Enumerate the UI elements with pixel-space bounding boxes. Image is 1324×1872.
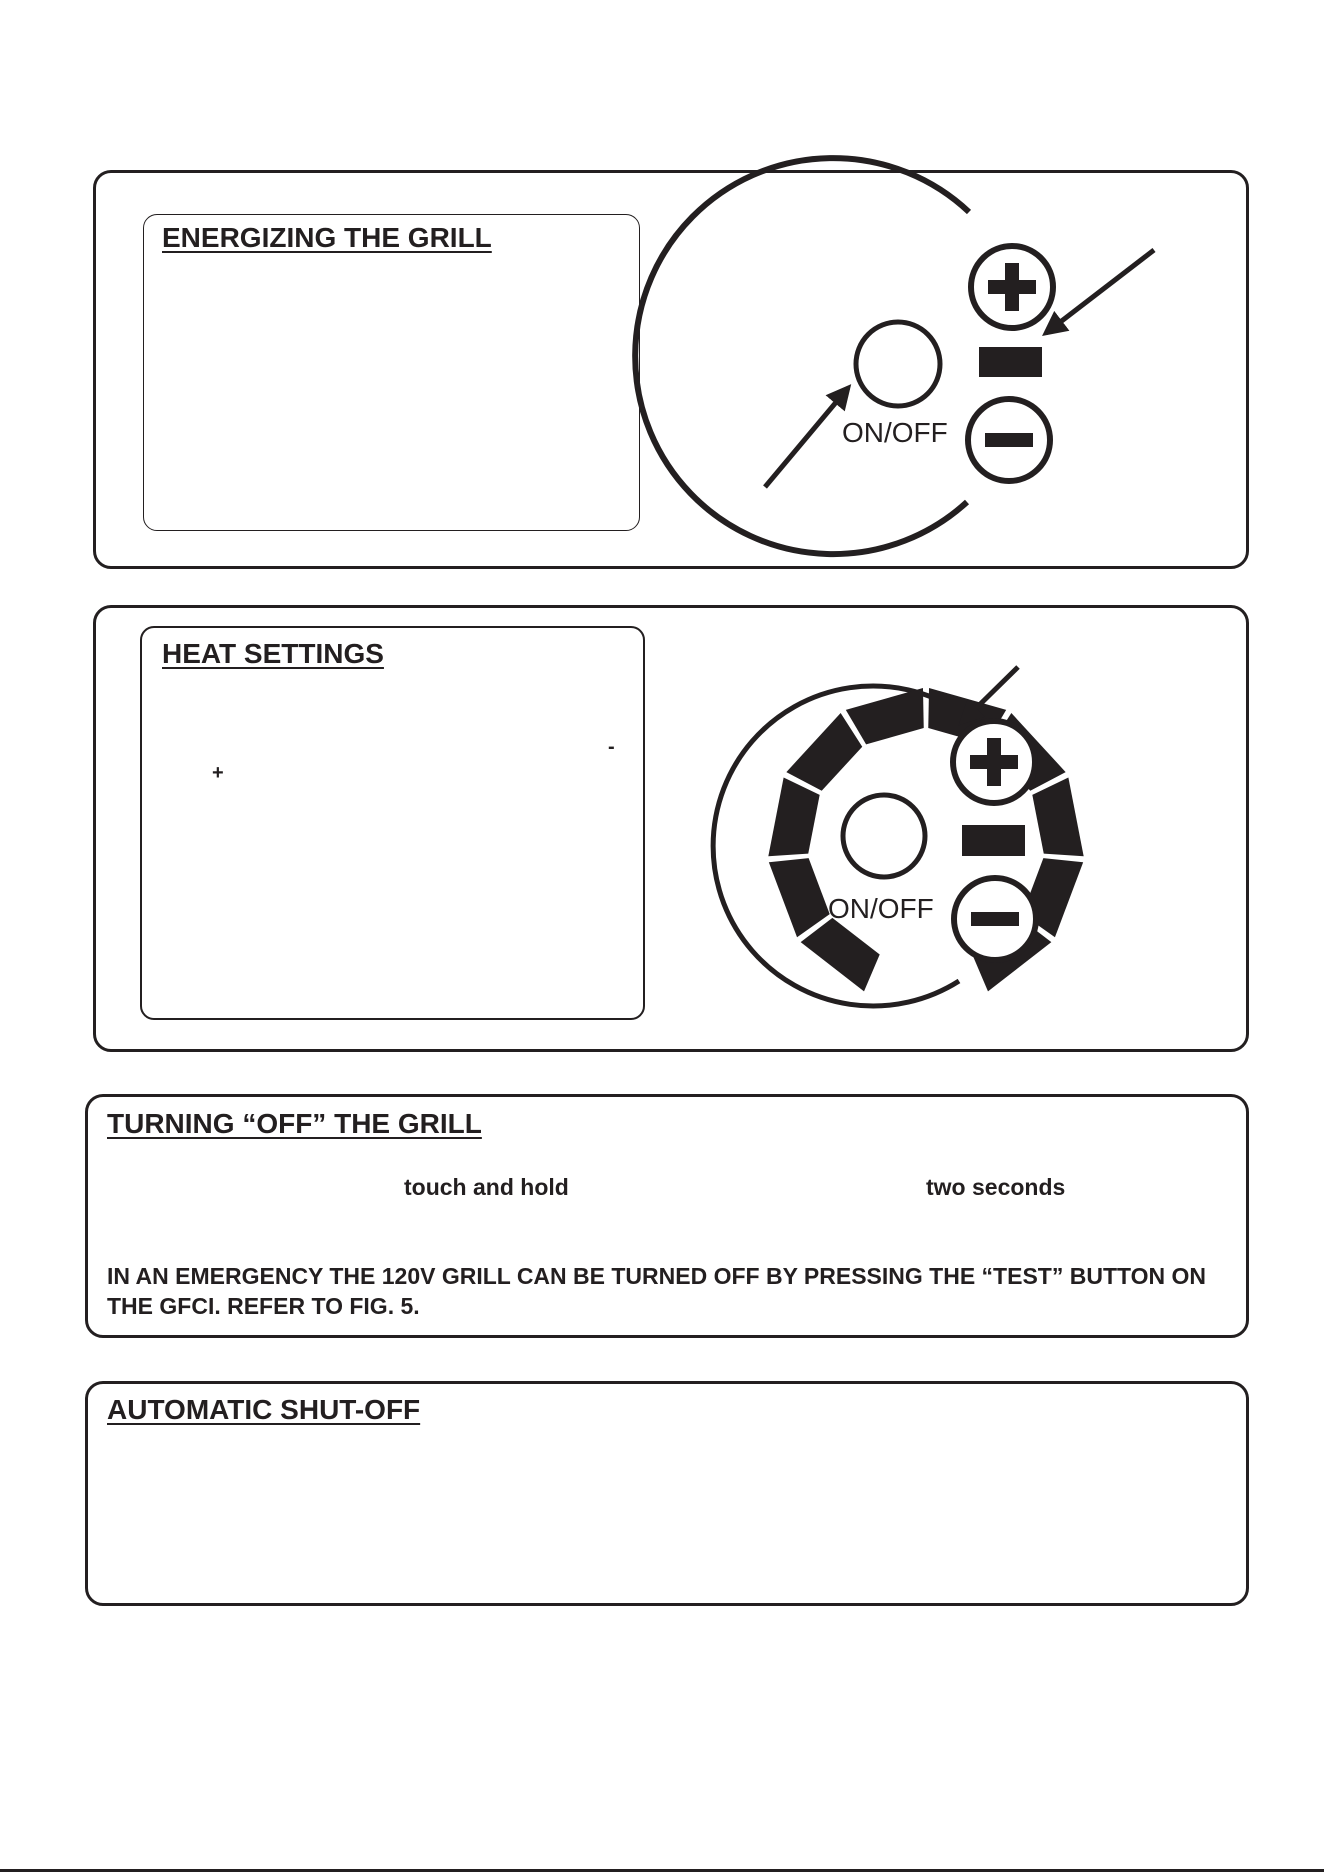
control-panel-diagram-off (720, 190, 1140, 530)
heat-level-segment (846, 688, 924, 744)
minus-circle-icon[interactable] (968, 399, 1050, 481)
power-button[interactable] (843, 795, 925, 877)
automatic-shutoff-heading: AUTOMATIC SHUT-OFF (107, 1394, 421, 1425)
plus-circle-icon[interactable] (953, 721, 1035, 803)
heat-level-segment (1032, 777, 1083, 856)
power-label: ON/OFF (842, 417, 948, 448)
heat-level-segment (769, 858, 830, 937)
display-indicator (979, 347, 1042, 377)
arrow-to-display-icon (1046, 250, 1154, 333)
touch-and-hold-phrase: touch and hold (404, 1174, 569, 1200)
arrow-to-power-icon (765, 388, 848, 487)
plus-sign-glyph: + (212, 762, 224, 784)
heat-level-segment (786, 713, 862, 791)
minus-circle-icon[interactable] (954, 878, 1036, 960)
heat-level-segment (801, 918, 880, 991)
heat-settings-heading: HEAT SETTINGS (162, 638, 384, 669)
turning-off-heading: TURNING “OFF” THE GRILL (107, 1108, 482, 1139)
power-button[interactable] (856, 322, 940, 406)
heat-settings-text-box (140, 626, 645, 1020)
plus-circle-icon[interactable] (971, 246, 1053, 328)
power-label: ON/OFF (828, 893, 934, 924)
control-panel-diagram-heat (720, 655, 1140, 1025)
minus-sign-glyph: - (608, 736, 615, 758)
heat-level-segment (768, 777, 819, 856)
display-indicator (962, 825, 1025, 856)
emergency-note: IN AN EMERGENCY THE 120V GRILL CAN BE TURNED OFF BY PRESSING THE “TEST” BUTTON ON THE GFCI. REFER TO FIG. 5. (107, 1263, 1207, 1319)
two-seconds-phrase: two seconds (926, 1174, 1066, 1200)
energizing-text-box (143, 214, 640, 531)
energizing-heading: ENERGIZING THE GRILL (162, 222, 492, 253)
